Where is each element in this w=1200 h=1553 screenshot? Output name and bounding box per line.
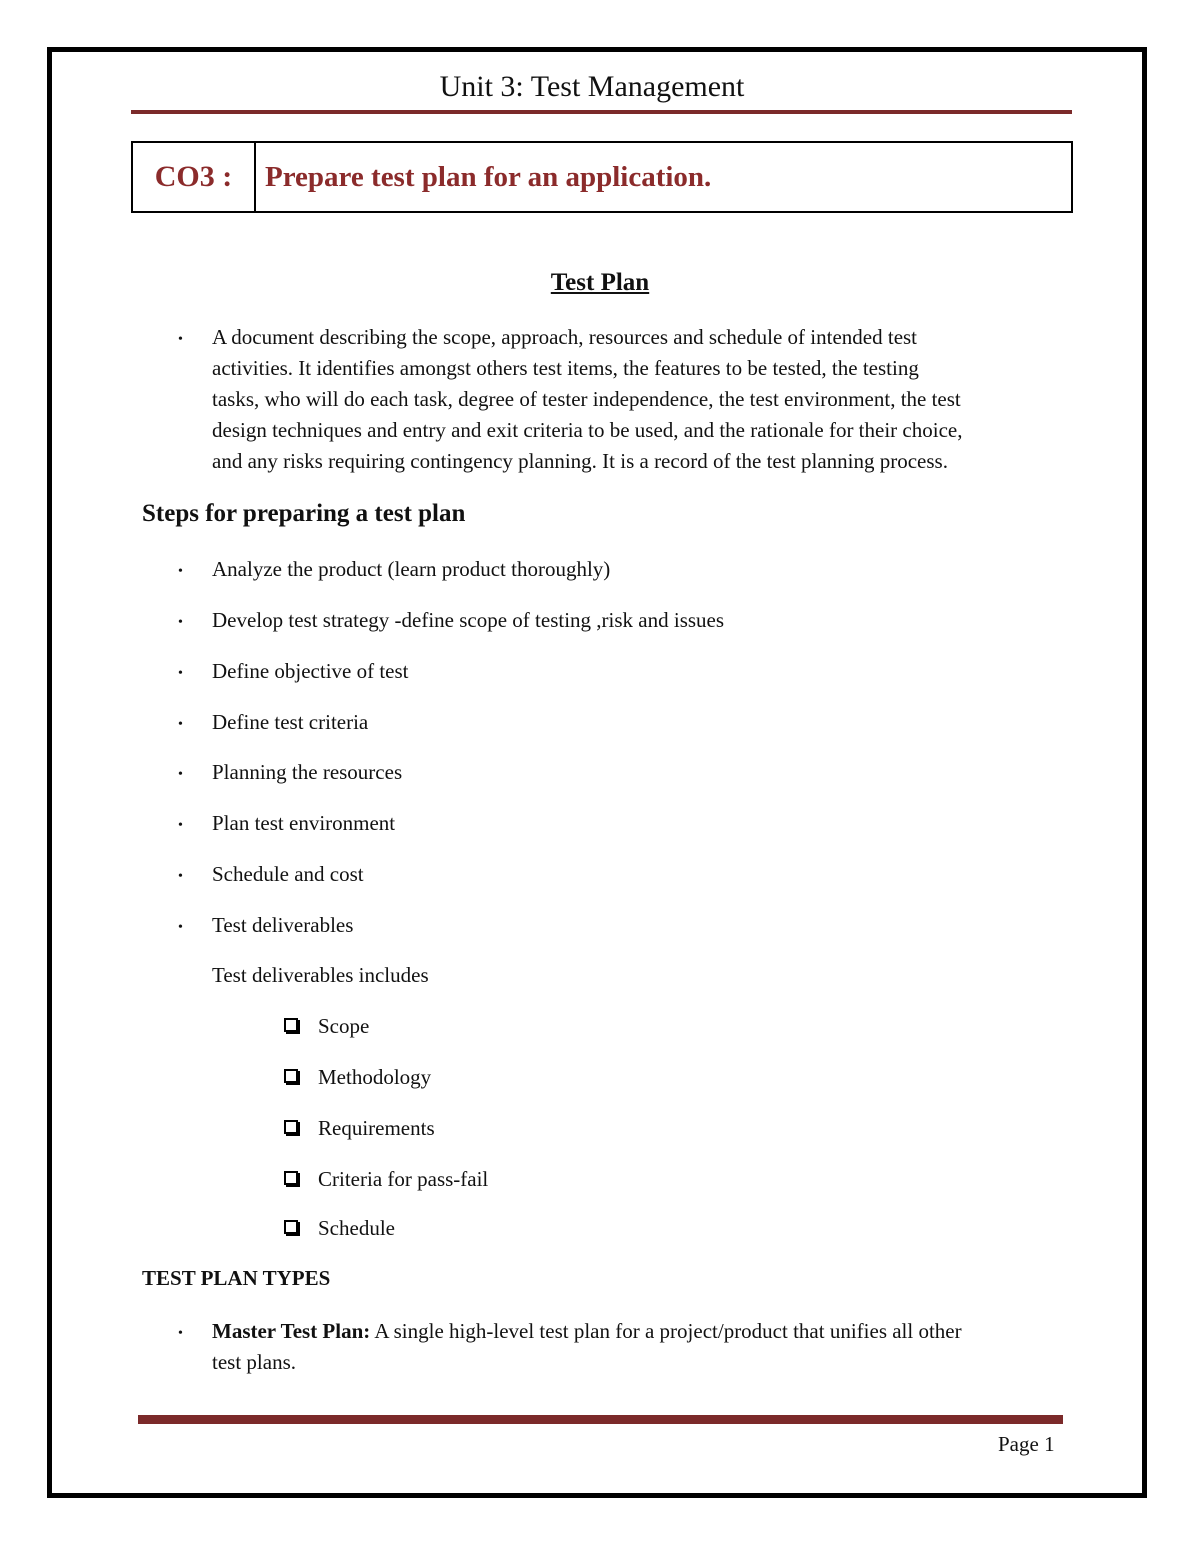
test-plan-line-5: and any risks requiring contingency planning. It is a record of the test planning process. [212,449,948,473]
bullet-icon: • [178,332,183,347]
bullet-icon: • [178,564,183,579]
bullet-icon: • [178,1326,183,1341]
step-item: Analyze the product (learn product thoroughly) [212,557,611,581]
page-header-title: Unit 3: Test Management [439,70,745,103]
checkbox-icon [284,1171,298,1185]
page-number: Page 1 [998,1432,1055,1456]
test-plan-line-3: tasks, who will do each task, degree of tester independence, the test environment, the test [212,387,961,411]
footer-divider [138,1415,1063,1424]
course-outcome-label: CO3 : [133,143,256,211]
deliverable-item: Criteria for pass-fail [318,1167,489,1191]
step-item: Define objective of test [212,659,409,683]
steps-heading: Steps for preparing a test plan [142,500,466,527]
test-plan-line-2: activities. It identifies amongst others test items, the features to be tested, the testing [212,356,919,380]
bullet-icon: • [178,666,183,681]
step-item: Plan test environment [212,811,396,835]
plan-type-master-line-2: test plans. [212,1350,296,1374]
bullet-icon: • [178,717,183,732]
deliverable-item: Methodology [318,1065,432,1089]
checkbox-icon [284,1220,298,1234]
course-outcome-text: Prepare test plan for an application. [265,160,712,193]
step-item: Develop test strategy -define scope of testing ,risk and issues [212,608,725,632]
step-item: Test deliverables [212,913,354,937]
deliverable-item: Requirements [318,1116,435,1140]
bullet-icon: • [178,818,183,833]
checkbox-icon [284,1018,298,1032]
test-plan-title: Test Plan [550,269,650,296]
plan-type-master-line-1 [212,1316,962,1347]
plan-type-description: A single high-level test plan for a project/product that unifies all other [370,1319,962,1343]
step-item: Define test criteria [212,710,369,734]
course-outcome-box [131,141,1073,213]
deliverables-intro: Test deliverables includes [212,963,429,987]
deliverable-item: Scope [318,1014,370,1038]
test-plan-line-4: design techniques and entry and exit criteria to be used, and the rationale for their choice, [212,418,963,442]
checkbox-icon [284,1069,298,1083]
bullet-icon: • [178,869,183,884]
step-item: Planning the resources [212,760,403,784]
deliverable-item: Schedule [318,1216,395,1240]
checkbox-icon [284,1120,298,1134]
test-plan-line-1: A document describing the scope, approach, resources and schedule of intended test [212,325,918,349]
step-item: Schedule and cost [212,862,364,886]
plan-types-heading: TEST PLAN TYPES [142,1266,331,1290]
bullet-icon: • [178,615,183,630]
header-divider [131,110,1072,114]
plan-type-term: Master Test Plan: [212,1319,371,1343]
bullet-icon: • [178,920,183,935]
bullet-icon: • [178,767,183,782]
